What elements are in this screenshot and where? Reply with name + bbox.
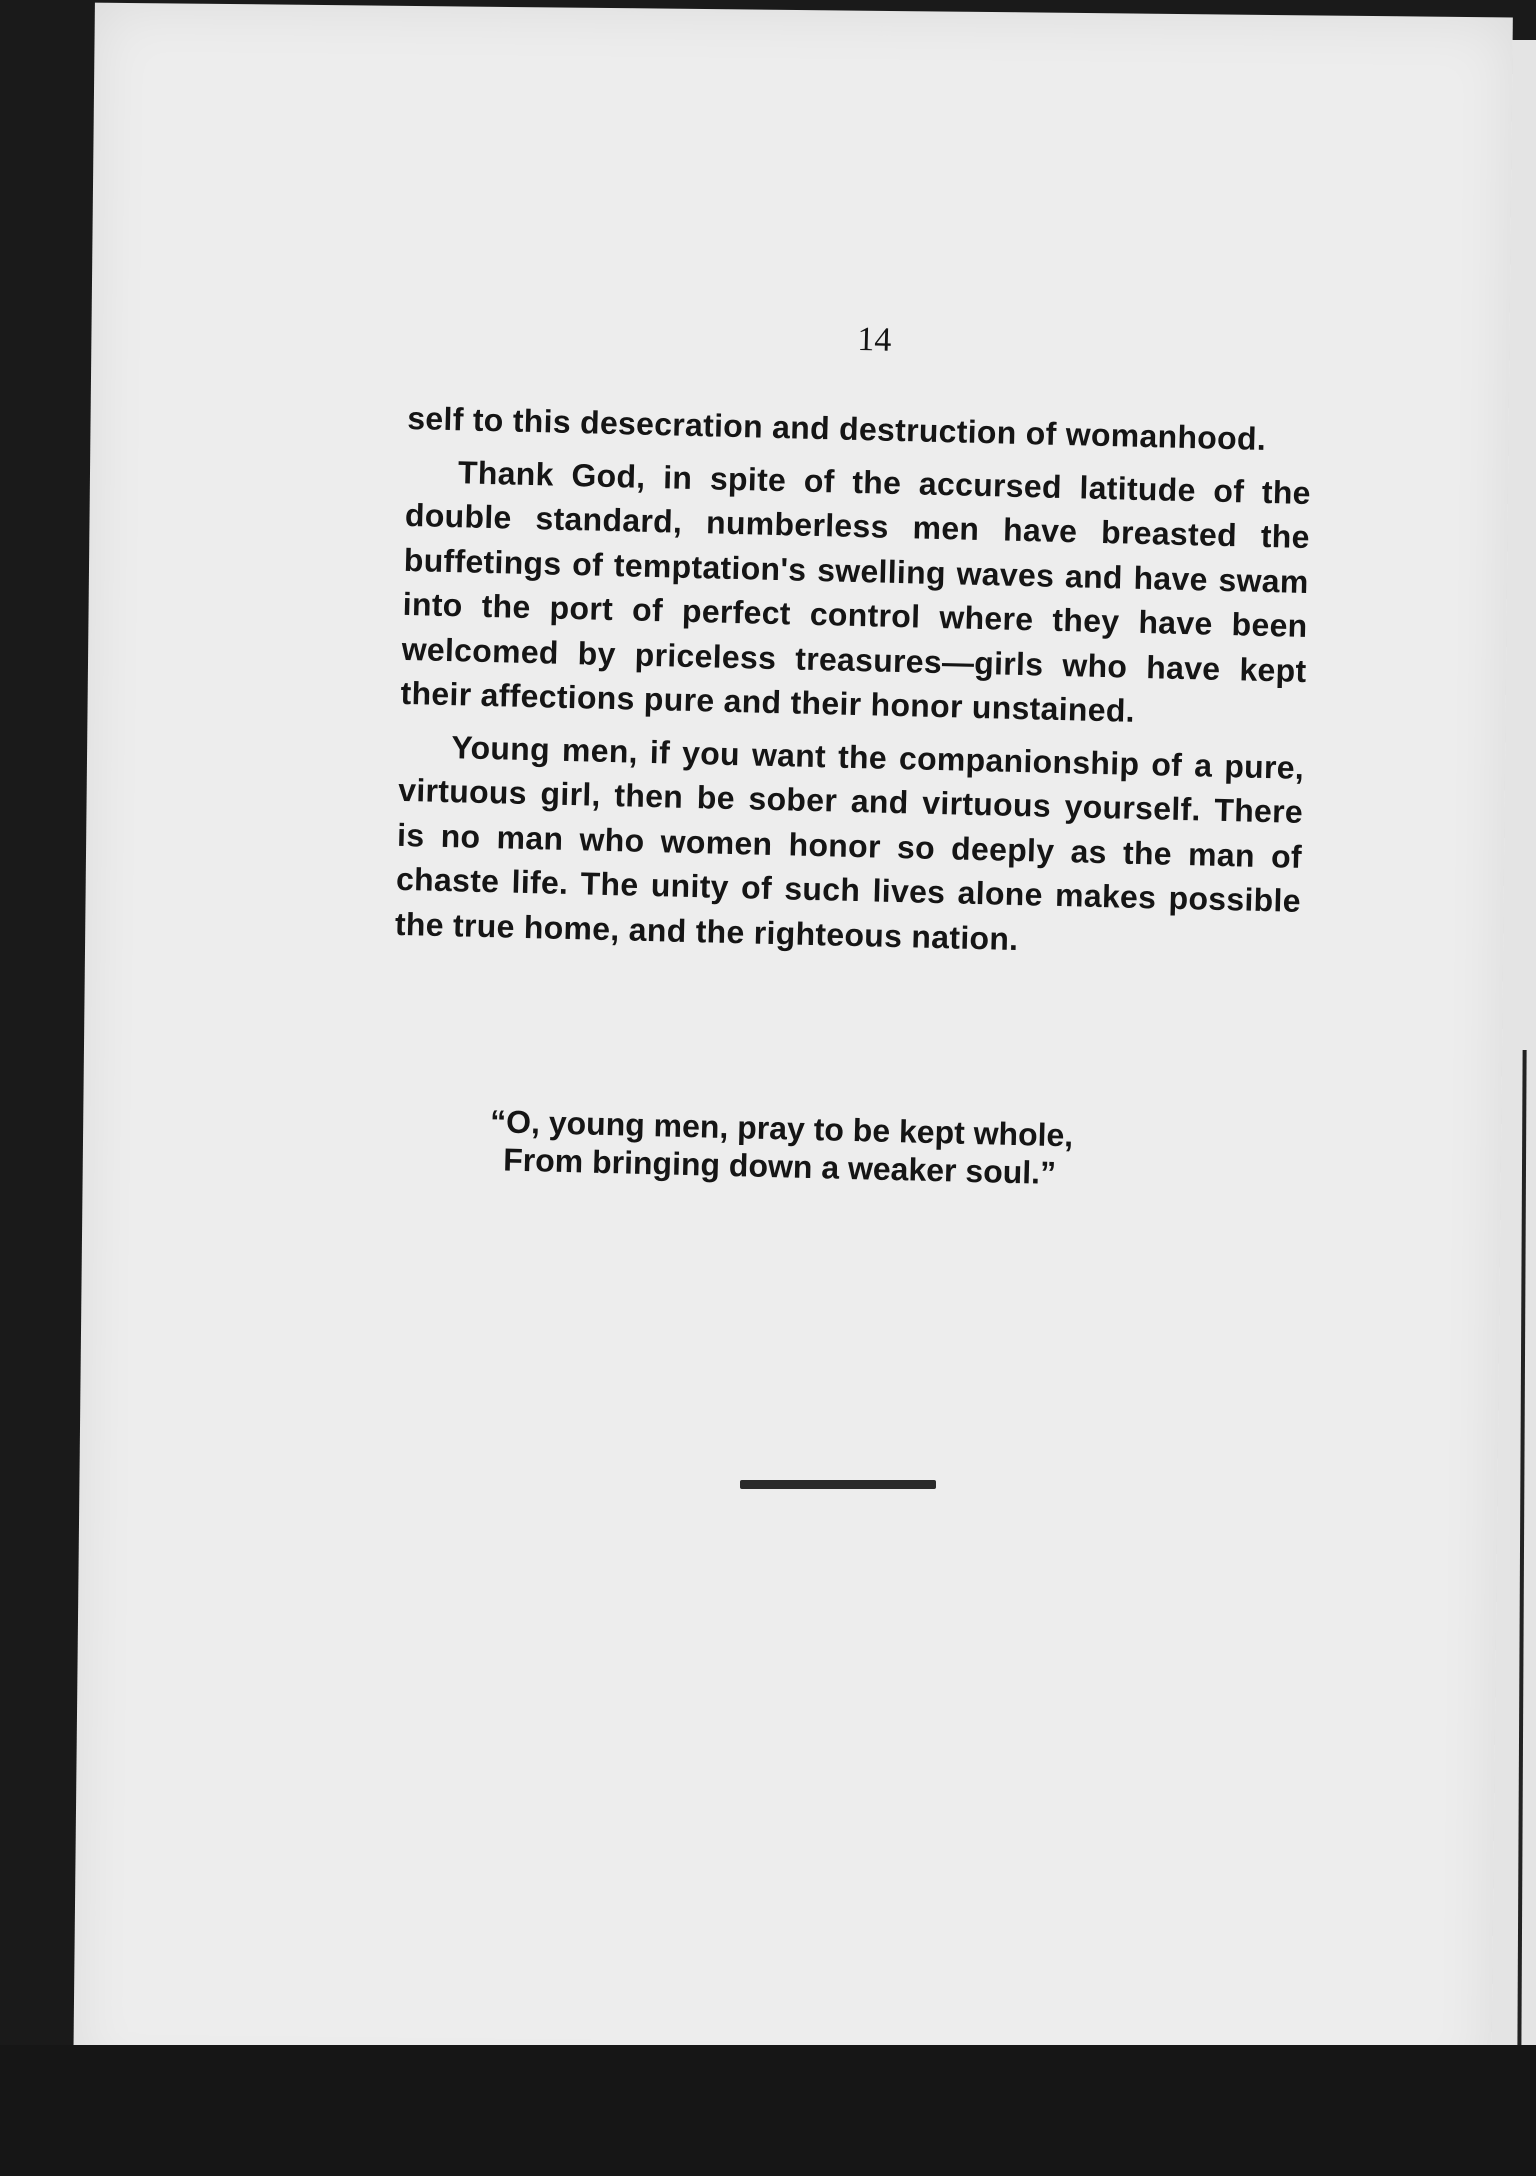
scan-bottom-border xyxy=(0,2045,1536,2176)
paragraph-thank-god: Thank God, in spite of the accursed latitude of the double standard, numberless men have breasted the buffetings of temptation's swelling waves and have swam into the port of perfect control where they have been welcomed by priceless treasures—girls who have kept their affections pure and their honor unstained. xyxy=(400,453,1312,729)
paragraph-young-men: Young men, if you want the companionship of a pure, virtuous girl, then be sober and virtuous yourself. There is no man who women honor so deeply as the man of chaste life. The unity of such lives alone makes possible the true home, and the righteous nation. xyxy=(394,728,1305,957)
verse-line-1: “O, young men, pray to be kept whole, xyxy=(489,1103,1074,1154)
section-divider-rule xyxy=(740,1480,936,1489)
paragraph-continuation: self to this desecration and destruction of womanhood. xyxy=(406,399,1267,457)
book-page xyxy=(73,3,1513,2098)
page-number: 14 xyxy=(856,320,892,359)
body-text xyxy=(394,396,1312,976)
verse-line-2: From bringing down a weaker soul.” xyxy=(502,1141,1057,1192)
